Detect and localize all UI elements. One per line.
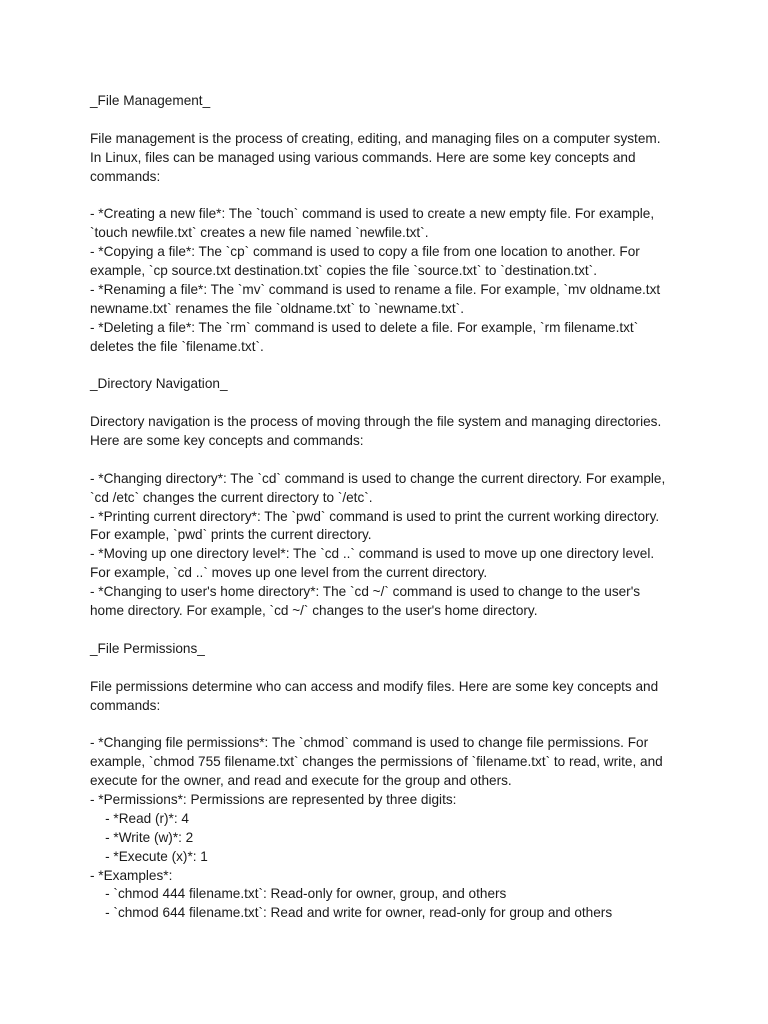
list-item-line: - *Printing current directory*: The `pwd` command is used to print the current working directory. [90,508,660,524]
text-line: Here are some key concepts and commands: [90,433,364,449]
text-line: commands: [90,697,161,713]
text-line: execute for the owner, and read and execute for the group and others. [90,773,512,789]
text-line: File permissions determine who can access and modify files. Here are some key concepts and [90,678,659,694]
document-body [90,92,690,923]
blank-line [90,186,690,205]
text-line: commands: [90,168,161,184]
text-line: In Linux, files can be managed using various commands. Here are some key concepts and [90,149,636,165]
list-item-line: - *Examples*: [90,867,173,883]
text-line: example, `chmod 755 filename.txt` changes the permissions of `filename.txt` to read, write, and [90,754,663,770]
list-item-line: - *Moving up one directory level*: The `cd ..` command is used to move up one directory level. [90,546,655,562]
list-item-line: - `chmod 644 filename.txt`: Read and write for owner, read-only for group and others [90,905,613,921]
blank-line [90,356,690,375]
blank-line [90,111,690,130]
list-item-line: - *Write (w)*: 2 [90,829,194,845]
text-line: `cd /etc` changes the current directory to `/etc`. [90,489,373,505]
section-heading: _Directory Navigation_ [90,376,228,392]
text-line: `touch newfile.txt` creates a new file named `newfile.txt`. [90,225,429,241]
list-item-line: - *Permissions*: Permissions are represented by three digits: [90,791,457,807]
list-item-line: - *Execute (x)*: 1 [90,848,208,864]
section-heading: _File Management_ [90,93,211,108]
section-heading: _File Permissions_ [90,640,205,656]
document-page [90,92,690,923]
list-item-line: - *Deleting a file*: The `rm` command is used to delete a file. For example, `rm filename.txt` [90,319,639,335]
blank-line [90,659,690,678]
list-item-line: - *Renaming a file*: The `mv` command is used to rename a file. For example, `mv oldname.txt [90,281,661,297]
text-line: Directory navigation is the process of moving through the file system and managing directories. [90,414,662,430]
text-line: For example, `cd ..` moves up one level from the current directory. [90,565,488,581]
list-item-line: - *Changing directory*: The `cd` command is used to change the current directory. For example, [90,470,666,486]
list-item-line: - *Creating a new file*: The `touch` command is used to create a new empty file. For example, [90,206,655,222]
text-line: home directory. For example, `cd ~/` changes to the user's home directory. [90,603,538,619]
blank-line [90,621,690,640]
list-item-line: - `chmod 444 filename.txt`: Read-only for owner, group, and others [90,886,507,902]
text-line: newname.txt` renames the file `oldname.txt` to `newname.txt`. [90,300,464,316]
blank-line [90,394,690,413]
list-item-line: - *Copying a file*: The `cp` command is used to copy a file from one location to another. For [90,244,640,260]
blank-line [90,715,690,734]
text-line: deletes the file `filename.txt`. [90,338,264,354]
text-line: example, `cp source.txt destination.txt` copies the file `source.txt` to `destination.txt`. [90,263,597,279]
list-item-line: - *Changing file permissions*: The `chmod` command is used to change file permissions. For [90,735,649,751]
list-item-line: - *Read (r)*: 4 [90,810,189,826]
text-line: For example, `pwd` prints the current directory. [90,527,372,543]
blank-line [90,451,690,470]
list-item-line: - *Changing to user's home directory*: The `cd ~/` command is used to change to the user's [90,584,641,600]
text-line: File management is the process of creating, editing, and managing files on a computer system. [90,130,661,146]
